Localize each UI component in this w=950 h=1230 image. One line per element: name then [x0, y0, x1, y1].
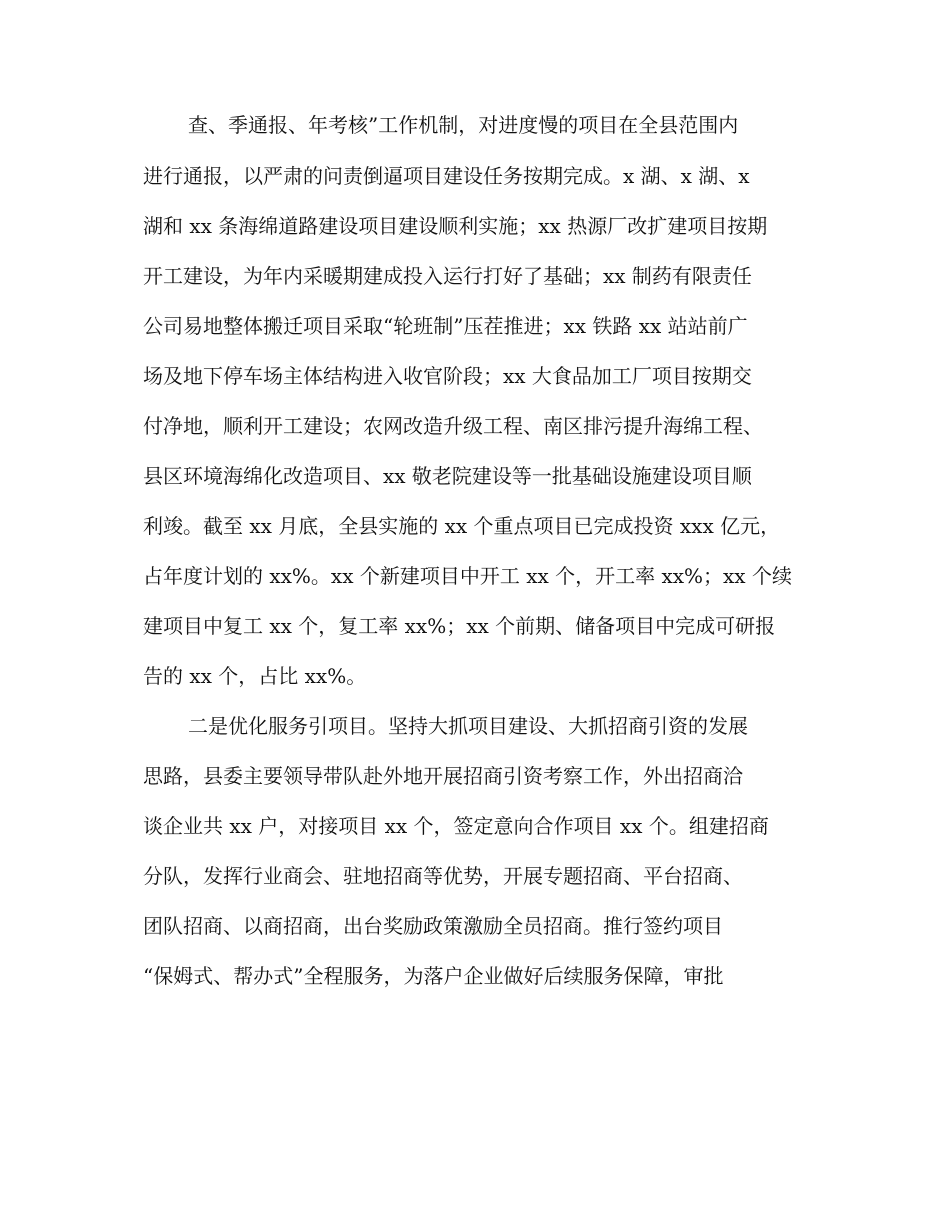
paragraph-1-line-9: 利竣。截至 xx 月底，全县实施的 xx 个重点项目已完成投资 xxx 亿元，	[143, 514, 781, 538]
paragraph-1-line-5: 公司易地整体搬迁项目采取“轮班制”压茬推进；xx 铁路 xx 站站前广	[143, 314, 748, 338]
paragraph-2-line-3: 谈企业共 xx 户，对接项目 xx 个，签定意向合作项目 xx 个。组建招商	[143, 814, 769, 838]
paragraph-1-line-12: 告的 xx 个，占比 xx%。	[143, 664, 367, 688]
paragraph-1-line-8: 县区环境海绵化改造项目、xx 敬老院建设等一批基础设施建设项目顺	[143, 464, 752, 488]
paragraph-1-line-2: 进行通报，以严肃的问责倒逼项目建设任务按期完成。x 湖、x 湖、x	[143, 164, 750, 188]
paragraph-1-line-3: 湖和 xx 条海绵道路建设项目建设顺利实施；xx 热源厂改扩建项目按期	[143, 214, 768, 238]
paragraph-1-line-6: 场及地下停车场主体结构进入收官阶段；xx 大食品加工厂项目按期交	[143, 364, 752, 388]
paragraph-1-line-10: 占年度计划的 xx%。xx 个新建项目中开工 xx 个，开工率 xx%；xx 个续	[143, 564, 792, 588]
paragraph-2-line-5: 团队招商、以商招商，出台奖励政策激励全员招商。推行签约项目	[143, 914, 723, 938]
paragraph-1-line-7: 付净地，顺利开工建设；农网改造升级工程、南区排污提升海绵工程、	[143, 414, 763, 438]
paragraph-1-line-1: 查、季通报、年考核”工作机制，对进度慢的项目在全县范围内	[188, 113, 739, 137]
paragraph-2-line-4: 分队，发挥行业商会、驻地招商等优势，开展专题招商、平台招商、	[143, 864, 743, 888]
paragraph-2-line-2: 思路，县委主要领导带队赴外地开展招商引资考察工作，外出招商洽	[143, 764, 743, 788]
paragraph-2-line-1: 二是优化服务引项目。坚持大抓项目建设、大抓招商引资的发展	[188, 714, 748, 738]
paragraph-1-line-11: 建项目中复工 xx 个，复工率 xx%；xx 个前期、储备项目中完成可研报	[143, 614, 776, 638]
paragraph-2-line-6: “保姆式、帮办式”全程服务，为落户企业做好后续服务保障，审批	[143, 964, 724, 988]
paragraph-1-line-4: 开工建设，为年内采暖期建成投入运行打好了基础；xx 制药有限责任	[143, 264, 752, 288]
